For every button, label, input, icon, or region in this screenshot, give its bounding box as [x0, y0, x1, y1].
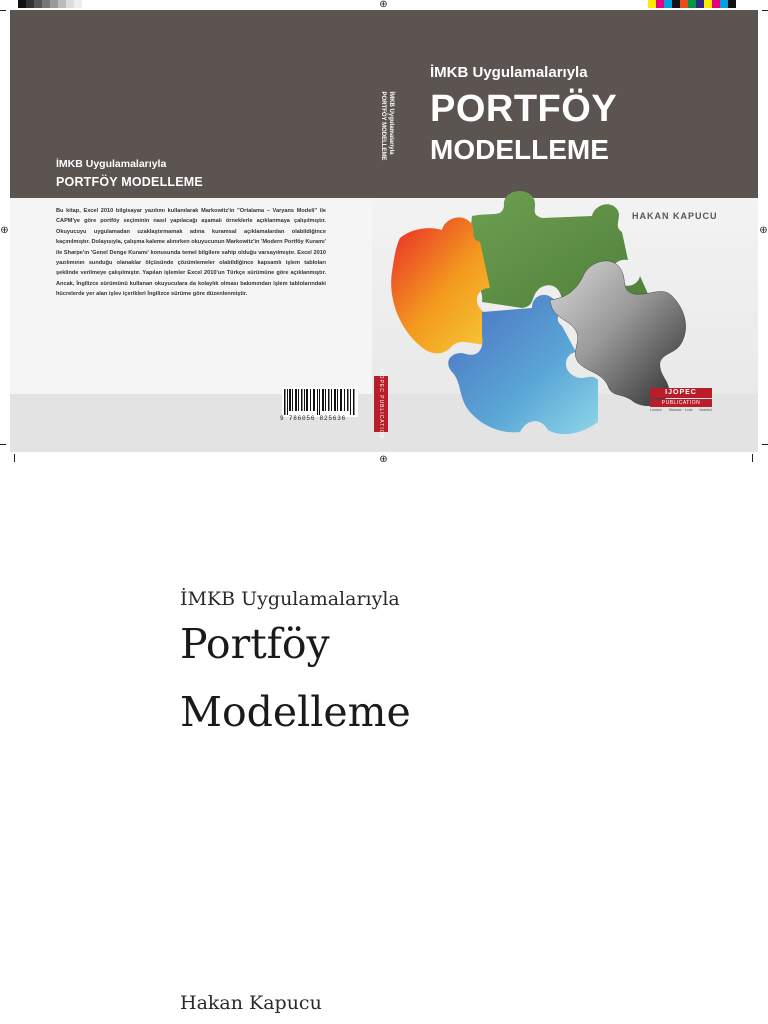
crop-mark [0, 10, 6, 11]
puzzle-pieces-illustration [372, 176, 692, 440]
publisher-logo [650, 388, 712, 412]
back-cover-series: İMKB Uygulamalarıyla [56, 158, 167, 170]
back-cover-blurb: Bu kitap, Excel 2010 bilgisayar yazılımı kullanılarak Markowitz'in "Ortalama – Varyans Modeli" ile CAPM'ye göre portföy seçiminin nasıl yapılacağı aşamalı örneklerle açıklanmaya çalışılmıştır. Okuyucuyu uygulamadan uzaklaştırmamak adına kuramsal açıklamalardan olabildiğince kaçınılmıştır. Dolayısıyla, çalışma kaleme alınırken okuyucunun Markowitz'in 'Modern Portföy Kuramı' ile Sharpe'ın 'Genel Denge Kuramı' konusunda temel bilgilere sahip olduğu varsayılmıştır. Excel 2010 yazılımının sunduğu olanaklar ölçüsünde çözümlemeler olabildiğince kapsamlı işlem tabloları şeklinde verilmeye çalışılmıştır. Yapılan işlemler Excel 2010'un Türkçe sürümüne göre açıklanmıştır. Ancak, İngilizce sürümünü kullanan okuyuculara da kolaylık olması bakımından işlem tablolarındaki hücrelerde yer alan işlev içerikleri İngilizce sürüme göre düzenlenmiştir. [56, 208, 326, 298]
front-cover-title-line2: MODELLEME [430, 134, 609, 165]
printer-grayscale-bar [18, 0, 82, 8]
spine-text [379, 92, 395, 161]
crop-mark [762, 444, 768, 445]
spine-title: PORTFÖY MODELLEME [380, 91, 386, 161]
book-cover-spread [10, 10, 758, 452]
registration-mark-icon: ⊕ [379, 454, 388, 465]
publisher-city: Istanbul [699, 408, 712, 412]
book-spine [372, 72, 402, 180]
printer-color-bar [648, 0, 736, 8]
publisher-city: London [650, 408, 662, 412]
isbn-barcode [282, 387, 358, 417]
crop-mark [762, 10, 768, 11]
front-cover-series: İMKB Uygulamalarıyla [430, 64, 588, 81]
crop-mark [752, 454, 753, 462]
spine-logo-text: IJOPEC PUBLICATION [378, 368, 384, 440]
registration-mark-icon: ⊕ [0, 225, 9, 236]
publisher-cities [650, 408, 712, 412]
back-cover-title: PORTFÖY MODELLEME [56, 175, 203, 189]
front-cover-title-line1: PORTFÖY [430, 88, 618, 130]
title-page-series: İMKB Uygulamalarıyla [180, 588, 400, 610]
publisher-subtitle: PUBLICATION [650, 399, 712, 407]
publisher-city: Warsaw · Lodz [668, 408, 693, 412]
title-page-author: Hakan Kapucu [180, 992, 322, 1014]
crop-mark [14, 454, 15, 462]
crop-mark [0, 444, 6, 445]
isbn-number: 9 786056 825636 [280, 415, 347, 422]
barcode-icon [282, 387, 358, 417]
publisher-name: IJOPEC [650, 388, 712, 398]
registration-mark-icon: ⊕ [379, 0, 388, 10]
registration-mark-icon: ⊕ [759, 225, 768, 236]
front-cover-author: HAKAN KAPUCU [632, 211, 718, 221]
spine-series: İMKB Uygulamalarıyla [388, 91, 394, 155]
title-page-title-line1: Portföy [180, 620, 330, 668]
title-page-title-line2: Modelleme [180, 688, 411, 736]
